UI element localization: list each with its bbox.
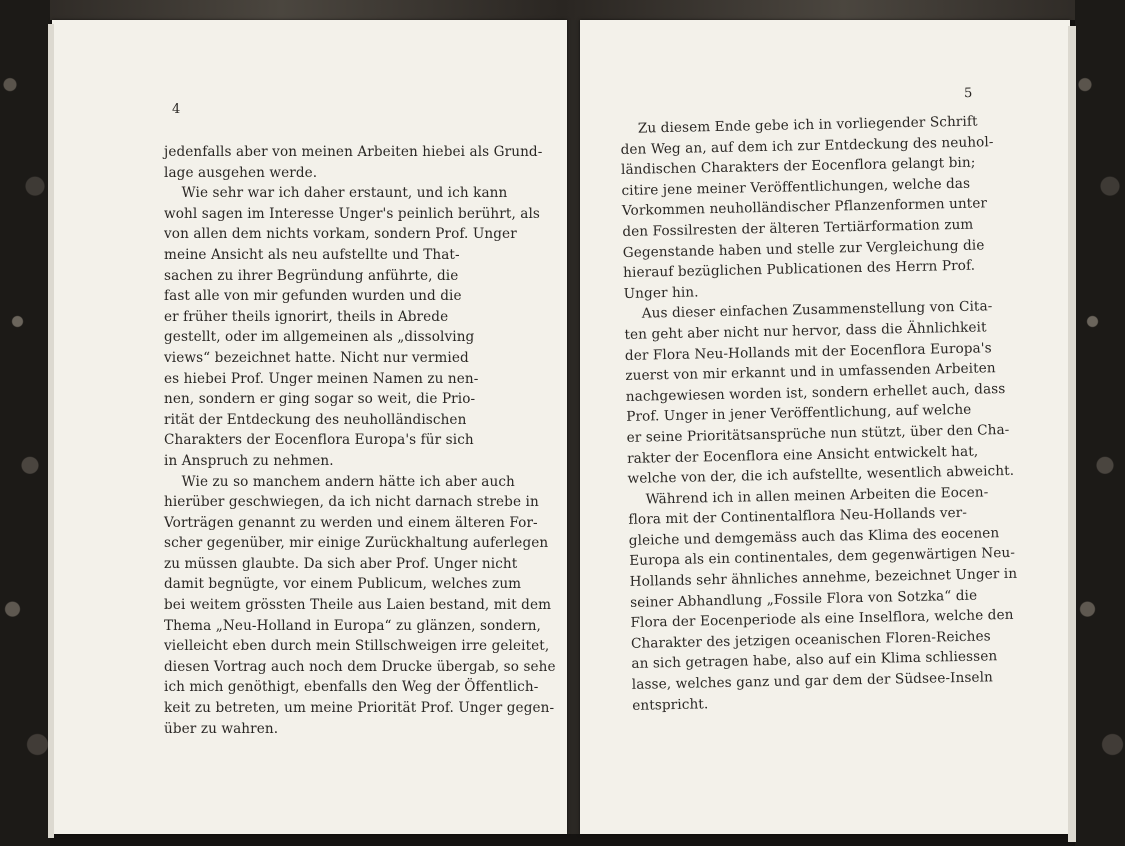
book-gutter [567,20,580,834]
text-line: Während ich in allen meinen Arbeiten die Eocen- [627,484,989,508]
text-line: Prof. Unger in jener Veröffentlichung, auf welche [626,402,972,426]
text-line: Charakters der Eocenflora Europa's für sich [164,432,474,449]
text-line: Flora der Eocenperiode als eine Inselflora, welche den [630,607,1014,632]
text-line: rität der Entdeckung des neuholländischen [164,411,467,428]
text-line: hierüber geschwiegen, da ich nicht darnach strebe in [164,494,539,511]
text-line: es hiebei Prof. Unger meinen Namen zu nen- [164,370,479,387]
page-number-right: 5 [963,85,973,102]
left-page [52,20,567,834]
text-line: gestellt, oder im allgemeinen als „dissolving [164,329,475,346]
text-line: hierauf bezüglichen Publicationen des Herrn Prof. [623,257,976,282]
text-line: Zu diesem Ende gebe ich in vorliegender Schrift [620,113,978,137]
text-line: von allen dem nichts vorkam, sondern Prof. Unger [164,226,517,243]
text-line: wohl sagen im Interesse Unger's peinlich berührt, als [164,205,541,222]
text-line: er seine Prioritätsansprüche nun stützt, über den Cha- [626,421,1010,446]
text-line: damit begnügte, vor einem Publicum, welches zum [164,576,522,593]
text-line: Thema „Neu-Holland in Europa“ zu glänzen, sondern, [164,617,541,634]
text-line: seiner Abhandlung „Fossile Flora von Sotzka“ die [629,587,978,611]
marbled-cover-right [1075,0,1125,846]
text-line: scher gegenüber, mir einige Zurückhaltung auferlegen [164,535,549,552]
book-top-edge [0,0,1125,20]
right-page-text [620,111,1020,716]
text-line: citire jene meiner Veröffentlichungen, welche das [621,175,971,199]
text-line: Gegenstande haben und stelle zur Vergleichung die [622,236,985,261]
text-line: Vorkommen neuholländischer Pflanzenformen unter [621,195,988,220]
text-line: zuerst von mir erkannt und in umfassenden Arbeiten [625,360,996,385]
text-line: nen, sondern er ging sogar so weit, die Prio- [164,391,476,408]
text-line: diesen Vortrag auch noch dem Drucke übergab, so sehe [164,658,556,675]
text-line: ich mich genöthigt, ebenfalls den Weg der Öffentlich- [164,679,539,696]
text-line: über zu wahren. [164,720,279,737]
text-line: Hollands sehr ähnliches annehme, bezeichnet Unger in [629,565,1018,590]
text-line: keit zu betreten, um meine Priorität Prof. Unger gegen- [164,700,555,717]
text-line: zu müssen glaubte. Da sich aber Prof. Unger nicht [164,555,518,572]
text-line: lage ausgehen werde. [164,164,318,181]
text-line: lasse, welches ganz und gar dem der Südsee-Inseln [631,669,994,693]
text-line: flora mit der Continentalflora Neu-Hollands ver- [628,505,968,529]
text-line: er früher theils ignorirt, theils in Abrede [164,308,449,325]
text-line: vielleicht eben durch mein Stillschweigen irre geleitet, [164,638,550,655]
right-page [580,20,1070,834]
text-line: meine Ansicht als neu aufstellte und That- [164,246,460,263]
text-line: Europa als ein continentales, dem gegenwärtigen Neu- [629,545,1016,570]
text-line: Unger hin. [623,284,699,302]
text-line: entspricht. [632,695,709,714]
text-line: ten geht aber nicht nur hervor, dass die Ähnlichkeit [624,319,987,343]
page-stack-left [48,24,54,838]
text-line: an sich getragen habe, also auf ein Klima schliessen [631,648,998,673]
text-line: Charakter des jetzigen oceanischen Floren-Reiches [630,628,991,652]
text-line: jedenfalls aber von meinen Arbeiten hiebei als Grund- [164,144,543,160]
text-line: ländischen Charakters der Eocenflora gelangt bin; [620,154,976,179]
text-line: nachgewiesen worden ist, sondern erhellet auch, dass [625,380,1006,405]
text-line: Wie zu so manchem andern hätte ich aber auch [164,473,515,490]
text-line: Aus dieser einfachen Zusammenstellung von Cita- [623,298,993,323]
page-number-left: 4 [172,102,181,117]
page-stack-right [1068,26,1076,842]
text-line: gleiche und demgemäss auch das Klima des eocenen [628,525,1000,549]
left-page-text [164,142,556,739]
text-line: Vorträgen genannt zu werden und einem älteren For- [164,514,538,531]
text-line: in Anspruch zu nehmen. [164,452,334,469]
text-line: Wie sehr war ich daher erstaunt, und ich kann [164,185,508,202]
text-line: rakter der Eocenflora eine Ansicht entwickelt hat, [626,443,979,467]
text-line: fast alle von mir gefunden wurden und die [164,288,462,305]
text-line: welche von der, die ich aufstellte, wesentlich abweicht. [627,462,1015,488]
text-line: sachen zu ihrer Begründung anführte, die [164,267,459,284]
text-line: den Fossilresten der älteren Tertiärformation zum [622,216,974,240]
text-line: der Flora Neu-Hollands mit der Eocenflora Europa's [624,339,992,364]
text-line: views“ bezeichnet hatte. Nicht nur vermied [164,349,469,366]
text-line: den Weg an, auf dem ich zur Entdeckung des neuhol- [620,133,994,158]
marbled-cover-left [0,0,50,846]
text-line: bei weitem grössten Theile aus Laien bestand, mit dem [164,597,552,614]
